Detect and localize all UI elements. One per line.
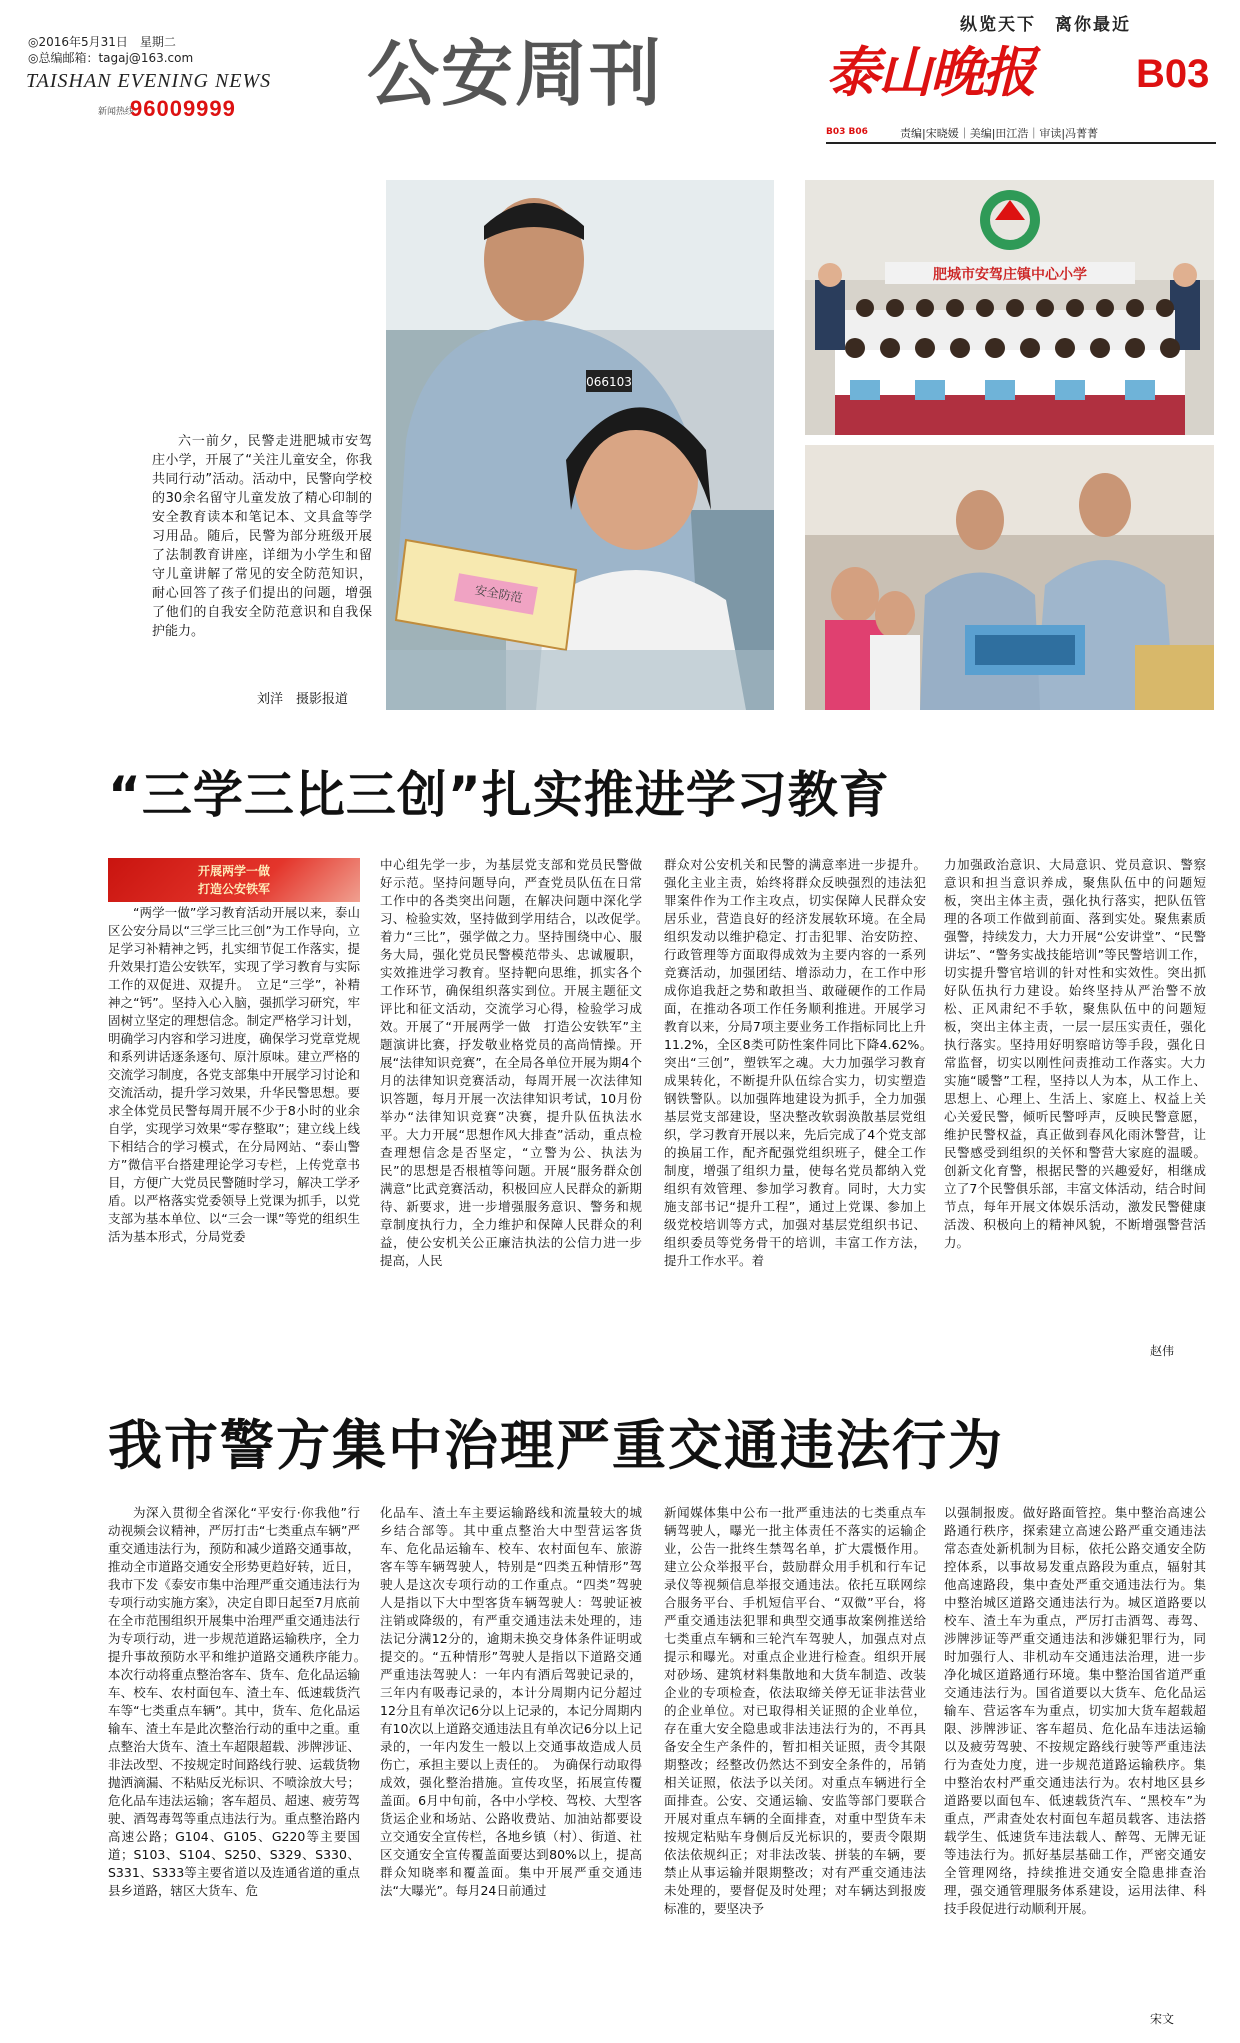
article2-col1-text: 为深入贯彻全省深化“平安行·你我他”行动视频会议精神，严厉打击“七类重点车辆”严重交通违法行为，预防和减少道路交通事故，推动全市道路交通安全形势更趋好转，近日，我市下发《泰安市集中治理严重交通违法行为专项行动实施方案》，决定自即日起至7月底前在全市范围组织开展集中治理严重交通违法行为专项行动，进一步规范道路运输秩序，全力提升事故预防水平和维护道路交通秩序能力。 本次行动将重点整治客车、货车、危化品运输车、校车、农村面包车、渣土车、低速载货汽车等“七类重点车辆”。其中，货车、危化品运输车、渣土车是此次整治行动的重中之重。重点整治大货车、渣土车超限超载、涉牌涉证、非法改型、不按规定时间路线行驶、运载货物抛洒滴漏、不粘贴反光标识、不喷涂放大号；危化品车违法运输；客车超员、超速、疲劳驾驶、酒驾毒驾等重点违法行为。重点整治路内高速公路；G104、G105、G220等主要国道；S103、S104、S250、S329、S330、S331、S333等主要省道以及连通省道的重点县乡道路，辖区大货车、危	[108, 1505, 373, 1898]
classroom-photo	[805, 445, 1214, 710]
article2-column-4	[944, 1504, 1206, 2004]
article2-byline: 宋文	[1150, 2012, 1175, 2026]
officer-reading-photo	[386, 180, 774, 710]
article2-col4-text: 以强制报废。做好路面管控。集中整治高速公路通行秩序，探索建立高速公路严重交通违法常态查处新机制为目标，依托公路交通安全防控体系，以事故易发重点路段为重点，辐射其他高速路段，集中查处严重交通违法行为。集中整治城区道路交通违法行为。城区道路要以校车、渣土车为重点，严厉打击酒驾、毒驾、涉牌涉证等严重交通违法和涉嫌犯罪行为，同时加强行人、非机动车交通违法治理，进一步净化城区道路通行环境。集中整治国省道严重交通违法行为。国省道要以大货车、危化品运输车、营运客车为重点，切实加大货车超载超限、涉牌涉证、客车超员、危化品车违法运输以及疲劳驾驶、不按规定路线行驶等严重违法行为查处力度，进一步规范道路运输秩序。集中整治农村严重交通违法行为。农村地区县乡道路要以面包车、低速载货汽车、“黑校车”为重点，严肃查处农村面包车超员载客、违法搭载学生、低速货车违法载人、醉驾、无牌无证等违法行为。抓好基层基础工作，严密交通安全管理网络，持续推进交通安全隐患排查治理，强交通管理服务体系建设，运用法律、科技手段促进行动顺利开展。	[944, 1505, 1206, 1916]
article1-headline: “三学三比三创”扎实推进学习教育	[108, 766, 890, 824]
theme-banner	[108, 858, 360, 902]
group-photo	[805, 180, 1214, 435]
article1-col1-text: “两学一做”学习教育活动开展以来，泰山区公安分局以“三学三比三创”为工作导向，立足学习补精神之钙，扎实细节促工作落实，提升效果打造公安铁军，实现了学习教育与实际工作的双促进、双提升。 立足“三学”，补精神之“钙”。坚持入心入脑，强抓学习研究，牢固树立坚定的理想信念。制定严格学习计划，明确学习内容和学习进度，确保学习党章党规和系列讲话逐条逐句、原汁原味。建立严格的交流学习制度，各党支部集中开展学习讨论和交流活动，提升学习效果，升华民警思想。要求全体党员民警每周开展不少于8小时的业余自学，实现学习效果“零存整取”；建立线上线下相结合的学习模式，在分局网站、“泰山警方”微信平台搭建理论学习专栏，上传党章书目，方便广大党员民警随时学习，解决工学矛盾。以严格落实党委领导上党课为抓手，以党支部为基本单位、以“三会一课”等党的组织生活为基本形式，分局党委	[108, 905, 360, 1244]
date-line: ◎2016年5月31日 星期二	[28, 35, 176, 49]
article1-col4-text: 力加强政治意识、大局意识、党员意识、警察意识和担当意识养成，聚焦队伍中的问题短板，突出主体主责，强化执行落实，把队伍管理的各项工作做到前面、落到实处。聚焦素质强警，持续发力，大力开展“公安讲堂”、“民警讲坛”、“警务实战技能培训”等民警培训工作，切实提升警官培训的针对性和实效性。突出抓好队伍执行力建设。始终坚持从严治警不放松、正风肃纪不手软，聚焦队伍中的问题短板，突出主体主责，一层一层压实责任，强化执行落实。坚持用好明察暗访等手段，强化日常监督，切实以刚性问责推动工作落实。大力实施“暖警”工程，坚持以人为本，从工作上、思想上、心理上、生活上、家庭上、权益上关心关爱民警，倾听民警呼声，反映民警意愿，维护民警权益，真正做到春风化雨沐警营，让民警感受到组织的关怀和警营大家庭的温暖。创新文化育警，根据民警的兴趣爱好，相继成立了7个民警俱乐部，丰富文体活动，结合时间节点，每年开展文体娱乐活动，激发民警健康活泼、积极向上的精神风貌，不断增强警营活力。	[944, 857, 1206, 1250]
article2-headline: 我市警方集中治理严重交通违法行为	[108, 1414, 1004, 1477]
article2-column-2	[380, 1504, 642, 2024]
masthead-rule	[826, 142, 1216, 144]
article1-column-4	[944, 856, 1206, 1336]
police-badge-number: 066103	[586, 375, 632, 389]
article1-byline: 赵伟	[1150, 1344, 1175, 1358]
hotline-label: 新闻热线	[98, 107, 135, 117]
photo-credit: 刘洋 摄影报道	[256, 692, 348, 707]
section-title: 公安周刊	[367, 32, 664, 116]
banner-line-2: 打造公安铁军	[197, 882, 270, 896]
article1-col2-text: 中心组先学一步，为基层党支部和党员民警做好示范。坚持问题导向，严查党员队伍在日常工作中的各类突出问题，在解决问题中深化学习、检验实效，坚持做到学用结合，以改促学。 着力“三比”，强学做之力。坚持围绕中心、服务大局，强化党员民警模范带头、忠诚履职，实效推进学习教育。坚持靶向思维，抓实各个工作环节，确保组织落实到位。开展主题征文评比和征文活动，交流学习心得，检验学习成效。开展了“开展两学一做 打造公安铁军”主题演讲比赛，抒发敬业格党员的高尚情操。开展“法律知识竞赛”，在全局各单位开展为期4个月的法律知识竞赛活动，每周开展一次法律知识答题，每月开展一次法律知识考试，10月份举办“法律知识竞赛”决赛，提升队伍执法水平。大力开展“思想作风大排查”活动，重点检查理想信念是否坚定，“立警为公、执法为民”的思想是否根植等问题。开展“服务群众创满意”比武竞赛活动，积极回应人民群众的新期待、新要求，进一步增强服务意识、警务和规章制度执行力，全力维护和保障人民群众的利益，使公安机关公正廉洁执法的公信力进一步提高，人民	[380, 857, 655, 1268]
email-line: ◎总编邮箱：tagaj@163.com	[28, 51, 194, 65]
article2-col2-text: 化品车、渣土车主要运输路线和流量较大的城乡结合部等。其中重点整治大中型营运客货车、危化品运输车、校车、农村面包车、旅游客车等车辆驾驶人，特别是“四类五种情形”驾驶人是这次专项行动的工作重点。“四类”驾驶人是指以下大中型客货车辆驾驶人：驾驶证被注销或降级的，有严重交通违法未处理的，违法记分满12分的，逾期未换交身体条件证明或提交的。“五种情形”驾驶人是指以下道路交通严重违法驾驶人：一年内有酒后驾驶记录的，三年内有吸毒记录的，本计分周期内记分超过12分且有单次记6分以上记录的，本记分周期内有10次以上道路交通违法且有单次记6分以上记录的，一年内发生一般以上交通事故造成人员伤亡，承担主要以上责任的。 为确保行动取得成效，强化整治措施。宣传攻坚，拓展宣传覆盖面。6月中旬前，各中小学校、驾校、大型客货运企业和场站、公路收费站、加油站都要设立交通安全宣传栏，各地乡镇（村）、街道、社区交通安全宣传覆盖面要达到80%以上，提高群众知晓率和覆盖面。集中开展严重交通违法“大曝光”。每月24日前通过	[380, 1505, 642, 1898]
book-title-text: 安全防范	[473, 582, 524, 606]
page-number: B03	[1136, 52, 1210, 96]
paper-logo: 泰山晚报	[826, 40, 1034, 104]
article2-column-3	[664, 1504, 926, 2024]
article1-col3-text: 群众对公安机关和民警的满意率进一步提升。强化主业主责，始终将群众反映强烈的违法犯罪案件作为工作主攻点，切实保障人民群众安居乐业，营造良好的经济发展软环境。在全局组织发动以维护稳定、打击犯罪、治安防控、行政管理等方面取得成效为主要内容的一系列竞赛活动，加强团结、增添动力，在工作中形成你追我赶之势和敢担当、敢碰硬作的工作局面，在推动各项工作任务顺利推进。开展学习教育以来，分局7项主要业务工作指标同比上升11.2%，全区8类可防性案件同比下降4.62%。 突出“三创”，塑铁军之魂。大力加强学习教育成果转化，不断提升队伍综合实力，切实塑造钢铁警队。以加强阵地建设为抓手，全力加强基层党支部建设，坚决整改软弱涣散基层党组织，学习教育开展以来，先后完成了4个党支部的换届工作，配齐配强党组织班子，健全工作制度，增强了组织力量，使每名党员都纳入党组织有效管理、参加学习教育。同时，大力实施支部书记“提升工程”，通过上党课、参加上级党校培训等方式，加强对基层党组织书记、组织委员等党务骨干的培训，丰富工作方法，提升工作水平。着	[664, 857, 939, 1268]
page-code: B03 B06	[826, 127, 868, 137]
english-logo: TAISHAN EVENING NEWS	[26, 70, 272, 92]
hotline-number: 96009999	[130, 96, 236, 121]
slogan: 纵览天下 离你最近	[960, 15, 1131, 35]
school-banner-text: 肥城市安驾庄镇中心小学	[933, 267, 1087, 283]
editor-credits: 责编|宋晓媛｜美编|田江浩｜审读|冯菁菁	[900, 127, 1099, 140]
photo-caption: 六一前夕，民警走进肥城市安驾庄小学，开展了“关注儿童安全，你我共同行动”活动。活动中，民警向学校的30余名留守儿童发放了精心印制的安全教育读本和笔记本、文具盒等学习用品。随后，民警为部分班级开展了法制教育讲座，详细为小学生和留守儿童讲解了常见的安全防范知识，耐心回答了孩子们提出的问题，增强了他们的自我安全防范意识和自我保护能力。	[152, 434, 372, 639]
article2-col3-text: 新闻媒体集中公布一批严重违法的七类重点车辆驾驶人，曝光一批主体责任不落实的运输企业，公告一批终生禁驾名单，扩大震慑作用。建立公众举报平台，鼓励群众用手机和行车记录仪等视频信息举报交通违法。依托互联网综合服务平台、手机短信平台、“双微”平台，将严重交通违法犯罪和典型交通事故案例推送给七类重点车辆和三轮汽车驾驶人，加强点对点提示和曝光。对重点企业进行检查。组织开展对砂场、建筑材料集散地和大货车制造、改装企业的专项检查，依法取缔关停无证非法营业的企业单位。对已取得相关证照的企业单位，存在重大安全隐患或非法违法行为的，不再具备安全生产条件的，暂扣相关证照，责令其限期整改；经整改仍然达不到安全条件的，吊销相关证照，依法予以关闭。对重点车辆进行全面排查。公安、交通运输、安监等部门要联合开展对重点车辆的全面排查，对重中型货车未按规定粘贴车身侧后反光标识的，要责令限期依法依规纠正；对非法改装、拼装的车辆，要禁止从事运输并限期整改；对有严重交通违法未处理的，要督促及时处理；对车辆达到报废标准的，要坚决予	[664, 1505, 926, 1916]
article1-column-1	[108, 904, 360, 1366]
article1-column-2	[380, 856, 655, 1366]
article2-column-1	[108, 1504, 373, 2024]
banner-line-1: 开展两学一做	[197, 864, 270, 878]
article1-column-3	[664, 856, 939, 1366]
